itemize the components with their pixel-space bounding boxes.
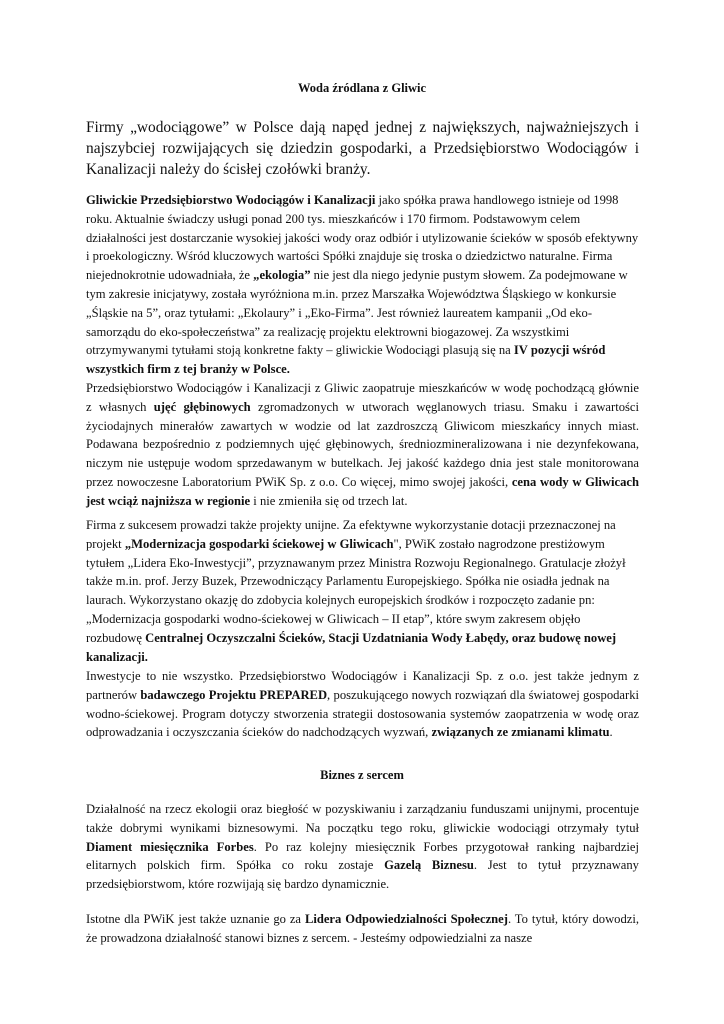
body-text: Działalność na rzecz ekologii oraz biegłość w pozyskiwaniu i zarządzaniu funduszami unijnymi, procentuje także dobrymi wynikami biznesowymi. Na początku tego roku, gliwickie wodociągi otrzymały tytuł	[86, 802, 639, 835]
bold-text: związanych ze zmianami klimatu	[431, 725, 610, 740]
body-text: . Jest to tytuł przyznawany przedsiębiorstwom, które rozwijają się bardzo dynamicznie.	[86, 858, 639, 892]
paragraph-prepared-project	[86, 667, 639, 742]
paragraph-business-awards	[86, 800, 639, 894]
body-text: Istotne dla PWiK jest także uznanie go za	[86, 912, 305, 926]
body-text: jako spółka prawa handlowego istnieje od 1998 roku. Aktualnie świadczy usługi ponad 200 tys. mieszkańców i 170 firmom. Podstawowym celem działalności jest dostarczanie wysokiej jakości wody oraz odbiór i utylizowanie ścieków w sposób efektywny i proekologiczny. Wśród kluczowych wartości Spółki znajduje się troska o dziedzictwo naturalne. Firma niejednokrotnie udowadniała, że	[86, 193, 639, 283]
paragraph-social-responsibility	[86, 910, 639, 948]
bold-text: Centralnej Oczyszczalni Ścieków, Stacji Uzdatniania Wody Łabędy, oraz budowę nowej kanalizacji.	[86, 630, 617, 664]
body-text: i nie zmieniła się od trzech lat.	[250, 493, 408, 508]
section-subtitle: Biznes z sercem	[320, 768, 404, 782]
bold-text: badawczego Projektu PREPARED	[140, 687, 328, 702]
body-text: Firma z sukcesem prowadzi także projekty unijne. Za efektywne wykorzystanie dotacji przeznaczonej na projekt	[86, 518, 616, 551]
bold-text: Lidera Odpowiedzialności Społecznej	[304, 912, 508, 926]
lead-paragraph: Firmy „wodociągowe” w Polsce dają napęd jednej z największych, najważniejszych i najszybciej rozwijających się dziedzin gospodarki, a Przedsiębiorstwo Wodociągów i Kanalizacji należy do ścisłej czołówki branży.	[86, 119, 639, 178]
bold-text: Gliwickie Przedsiębiorstwo Wodociągów i Kanalizacji	[86, 193, 376, 207]
bold-text: „Modernizacja gospodarki ściekowej w Gliwicach	[124, 536, 394, 551]
body-text: . To tytuł, który dowodzi, że prowadzona działalność stanowi biznes z sercem. - Jesteśmy odpowiedzialni za nasze	[86, 912, 639, 945]
paragraph-water-quality	[86, 379, 639, 511]
paragraph-company-intro	[86, 191, 639, 379]
bold-text: „ekologia”	[253, 268, 311, 283]
body-text: Inwestycje to nie wszystko. Przedsiębiorstwo Wodociągów i Kanalizacji Sp. z o.o. jest także jednym z partnerów	[86, 669, 639, 702]
bold-text: ujęć głębinowych	[153, 399, 251, 414]
body-text: Przedsiębiorstwo Wodociągów i Kanalizacji z Gliwic zaopatruje mieszkańców w wodę pochodzącą głównie z własnych	[86, 381, 639, 414]
body-text: , poszukującego nowych rozwiązań dla światowej gospodarki wodno-ściekowej. Program dotyczy stworzenia strategii dostosowania systemów zaopatrzenia w wodę oraz odprowadzania i oczyszczania ścieków do nadchodzących wyzwań,	[86, 687, 639, 740]
bold-text: cena wody w Gliwicach jest wciąż najniższa w regionie	[86, 474, 639, 508]
paragraph-eu-projects	[86, 516, 639, 666]
bold-text: Diament miesięcznika Forbes	[86, 839, 254, 854]
document-title: Woda źródlana z Gliwic	[297, 81, 427, 95]
body-text: . Po raz kolejny miesięcznik Forbes przygotował ranking najbardziej elitarnych polskich firm. Spółka co roku zostaje	[86, 839, 640, 873]
body-text: ", PWiK zostało nagrodzone prestiżowym tytułem „Lidera Eko-Inwestycji”, przyznawanym przez Ministra Rozwoju Regionalnego. Gratulacje złożył także m.in. prof. Jerzy Buzek, Przewodniczący Parlamentu Europejskiego. Spółka nie osiadła jednak na laurach. Wykorzystano okazję do zdobycia kolejnych europejskich środków i rozpoczęto zadanie pn: „Modernizacja gospodarki wodno-ściekowej w Gliwicach – II etap”, które swym zakresem objęło rozbudowę	[86, 536, 626, 645]
body-text: .	[609, 725, 613, 740]
bold-text: IV pozycji wśród wszystkich firm z tej branży w Polsce.	[86, 343, 606, 377]
body-text: zgromadzonych w utworach węglanowych triasu. Smaku i zawartości życiodajnych minerałów zawartych w wodzie od lat zazdroszczą Gliwicom mieszkańcy innych miast. Podawana bezpośrednio z podziemnych ujęć głębinowych, średniozmineralizowana i nie dezynfekowana, niczym nie ustępuje wodom sprzedawanym w butelkach. Jej jakość każdego dnia jest stale monitorowana przez nowoczesne Laboratorium PWiK Sp. z o.o. Co więcej, mimo swojej jakości,	[86, 399, 639, 489]
bold-text: Gazelą Biznesu	[384, 858, 474, 873]
body-text: nie jest dla niego jedynie pustym słowem. Za podejmowane w tym zakresie inicjatywy, została wyróżniona m.in. przez Marszałka Województwa Śląskiego w konkursie „Śląskie na 5”, oraz tytułami: „Ekolaury” i „Eko-Firma”. Jest również laureatem kampanii „Od eko-samorządu do eko-społeczeństwa” za realizację projektu elektrowni biogazowej. Za wszystkimi otrzymywanymi tytułami stoją konkretne fakty – gliwickie Wodociągi plasują się na	[86, 268, 628, 358]
